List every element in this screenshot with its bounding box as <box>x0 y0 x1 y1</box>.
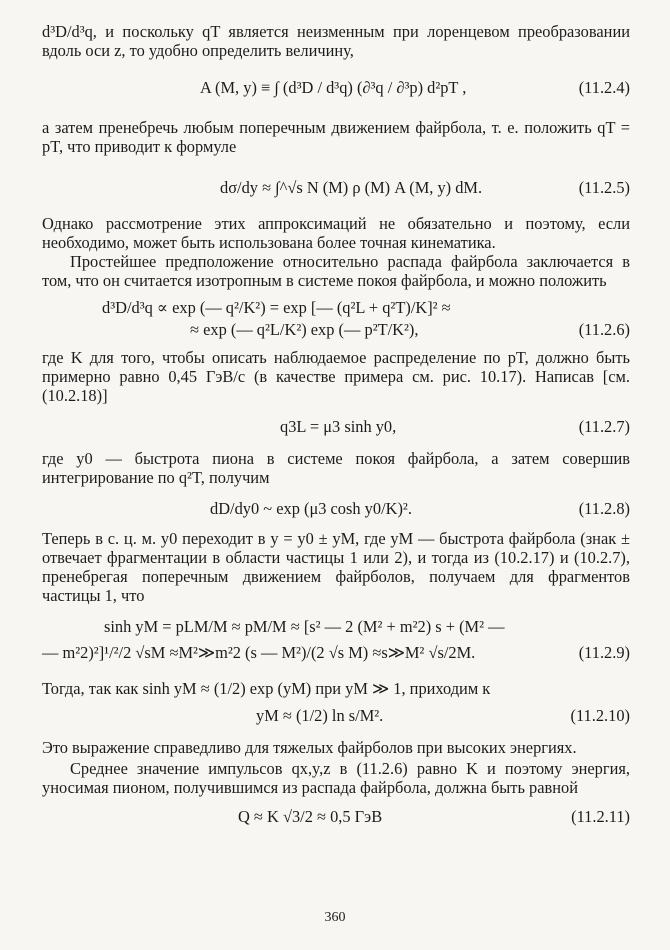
equation-body: A (M, y) ≡ ∫ (d³D / d³q) (∂³q / ∂³p) d²pT , <box>200 78 467 97</box>
equation-number: (11.2.10) <box>570 706 630 725</box>
equation-number: (11.2.8) <box>578 499 630 518</box>
paragraph-3: Однако рассмотрение этих аппроксимаций не обязательно и поэтому, если необходимо, может быть использована более точная кинематика. <box>42 214 630 252</box>
equation-11-2-11 <box>42 805 630 831</box>
equation-body: — m²2)²]¹/²/2 √sM ≈M²≫m²2 (s — M²)/(2 √s M) ≈s≫M² √s/2M. <box>42 643 476 662</box>
paragraph-5: где K для того, чтобы описать наблюдаемое распределение по pT, должно быть примерно равно 0,45 ГэВ/с (в качестве примера см. рис. 10.17). Написав [см. (10.2.18)] <box>42 348 630 405</box>
paragraph-9: Это выражение справедливо для тяжелых файрболов при высоких энергиях. <box>42 738 577 757</box>
equation-11-2-4 <box>42 74 630 104</box>
equation-11-2-7 <box>42 415 630 441</box>
equation-number: (11.2.9) <box>578 643 630 662</box>
equation-number: (11.2.7) <box>578 417 630 436</box>
equation-number: (11.2.6) <box>578 320 630 339</box>
equation-body: d³D/d³q ∝ exp (— q²/K²) = exp [— (q²L + q²T)/K]² ≈ <box>102 298 451 317</box>
paragraph-8: Тогда, так как sinh yM ≈ (1/2) exp (yM) при yM ≫ 1, приходим к <box>42 679 491 698</box>
paragraph-1: d³D/d³q, и поскольку qT является неизменным при лоренцевом преобразовании вдоль оси z, то удобно определить величину, <box>42 22 630 60</box>
equation-body: yM ≈ (1/2) ln s/M². <box>256 706 384 725</box>
equation-body: Q ≈ K √3/2 ≈ 0,5 ГэВ <box>238 807 383 826</box>
equation-11-2-9-line-2 <box>42 639 630 669</box>
equation-11-2-10 <box>42 704 630 730</box>
paragraph-6: где y0 — быстрота пиона в системе покоя файрбола, а затем совершив интегрирование по q²T, получим <box>42 449 630 487</box>
equation-body: dD/dy0 ~ exp (μ3 cosh y0/K)². <box>210 499 412 518</box>
page-content <box>42 22 630 831</box>
equation-11-2-6-line-1 <box>42 296 630 318</box>
equation-11-2-5 <box>42 168 630 202</box>
equation-number: (11.2.11) <box>571 807 630 826</box>
equation-body: dσ/dy ≈ ∫^√s N (M) ρ (M) A (M, y) dM. <box>220 178 483 197</box>
equation-body: ≈ exp (— q²L/K²) exp (— p²T/K²), <box>190 320 419 339</box>
equation-11-2-9-line-1 <box>42 615 630 639</box>
equation-body: q3L = μ3 sinh y0, <box>280 417 397 436</box>
equation-number: (11.2.5) <box>578 178 630 197</box>
equation-11-2-8 <box>42 497 630 523</box>
page-number: 360 <box>324 910 346 925</box>
equation-body: sinh yM = pLM/M ≈ pM/M ≈ [s² — 2 (M² + m²2) s + (M² — <box>104 617 505 636</box>
equation-number: (11.2.4) <box>578 78 630 97</box>
paragraph-4: Простейшее предположение относительно распада файрбола заключается в том, что он считается изотропным в системе покоя файрбола, и можно положить <box>42 252 630 290</box>
paragraph-2: а затем пренебречь любым поперечным движением файрбола, т. е. положить qT = pT, что приводит к формуле <box>42 118 630 156</box>
paragraph-10: Среднее значение импульсов qx,y,z в (11.2.6) равно K и поэтому энергия, уносимая пионом, получившимся из распада файрбола, должна быть равной <box>42 759 630 797</box>
paragraph-7: Теперь в с. ц. м. y0 переходит в y = y0 ± yM, где yM — быстрота файрбола (знак ± отвечает фрагментации в области частицы 1 или 2), и тогда из (10.2.17) и (10.2.7), пренебрегая поперечным движением файрболов, получаем для фрагментов частицы 1, что <box>42 529 630 605</box>
equation-11-2-6-line-2 <box>42 318 630 340</box>
